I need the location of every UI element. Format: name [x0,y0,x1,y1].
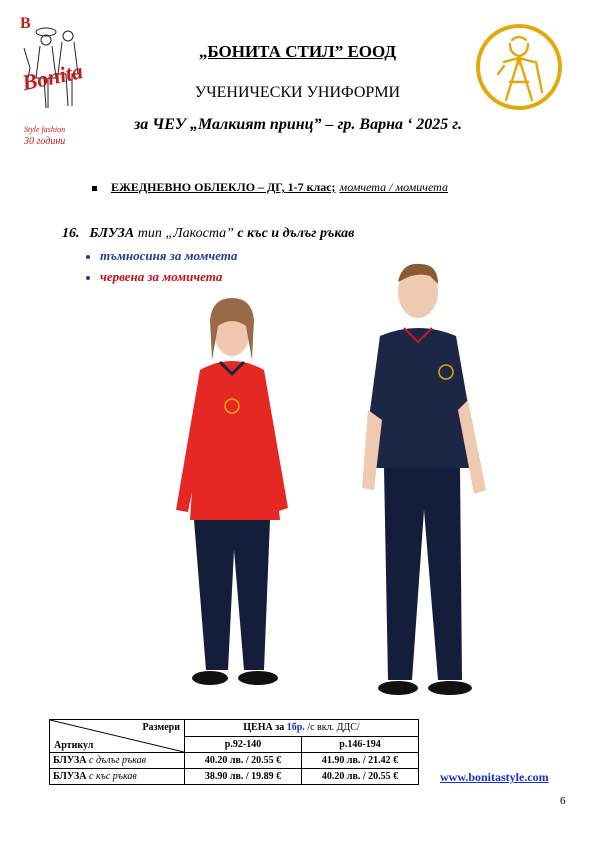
little-prince-emblem [474,22,564,112]
article-cell: БЛУЗА с дълъг ръкав [50,753,185,769]
size-header: р.146-194 [302,736,419,753]
svg-text:Style fashion: Style fashion [24,125,66,134]
color-option-red: червена за момичета [86,269,222,285]
document-title: УЧЕНИЧЕСКИ УНИФОРМИ [194,84,401,101]
price-cell: 40.20 лв. / 20.55 € [302,769,419,785]
item-suffix: с къс и дълъг ръкав [237,226,355,241]
item-number: 16. [62,226,80,241]
table-row [50,753,419,769]
bonita-logo [14,8,96,148]
corner-label-article: Артикул [54,740,94,751]
svg-text:B: B [20,15,31,32]
color-option-navy: тъмносиня за момчета [86,248,237,264]
item-title [62,226,354,242]
school-line: за ЧЕУ „Малкият принц” – гр. Варна ‘ 2025 г. [134,116,462,133]
article-cell: БЛУЗА с къс ръкав [50,769,185,785]
price-cell: 41.90 лв. / 21.42 € [302,753,419,769]
size-header: р.92-140 [185,736,302,753]
girl-model-figure [176,298,288,685]
section-note: момчета / момичета [339,180,448,194]
price-cell: 38.90 лв. / 19.89 € [185,769,302,785]
corner-label-sizes: Размери [142,722,180,733]
product-photo [140,250,520,710]
section-label: ЕЖЕДНЕВНО ОБЛЕКЛО – ДГ, 1-7 клас; [111,180,336,194]
item-type-name: „Лакоста” [165,226,234,241]
page-number: 6 [560,795,566,807]
price-table [49,719,419,785]
item-type-prefix: тип [137,226,162,241]
svg-text:30 години: 30 години [24,136,66,147]
company-name: „БОНИТА СТИЛ” ЕООД [198,42,397,61]
price-header: ЦЕНА за 1бр. /с вкл. ДДС/ [185,720,419,737]
table-row [50,769,419,785]
bullet-dot-icon [86,255,90,259]
table-corner-cell [50,720,185,753]
bullet-dot-icon [86,276,90,280]
svg-text:Bonita: Bonita [19,58,85,96]
item-name: БЛУЗА [89,226,135,241]
boy-model-figure [362,264,486,695]
website-link[interactable]: www.bonitastyle.com [440,770,549,784]
square-bullet-icon [92,186,97,191]
section-heading [92,180,448,195]
price-cell: 40.20 лв. / 20.55 € [185,753,302,769]
